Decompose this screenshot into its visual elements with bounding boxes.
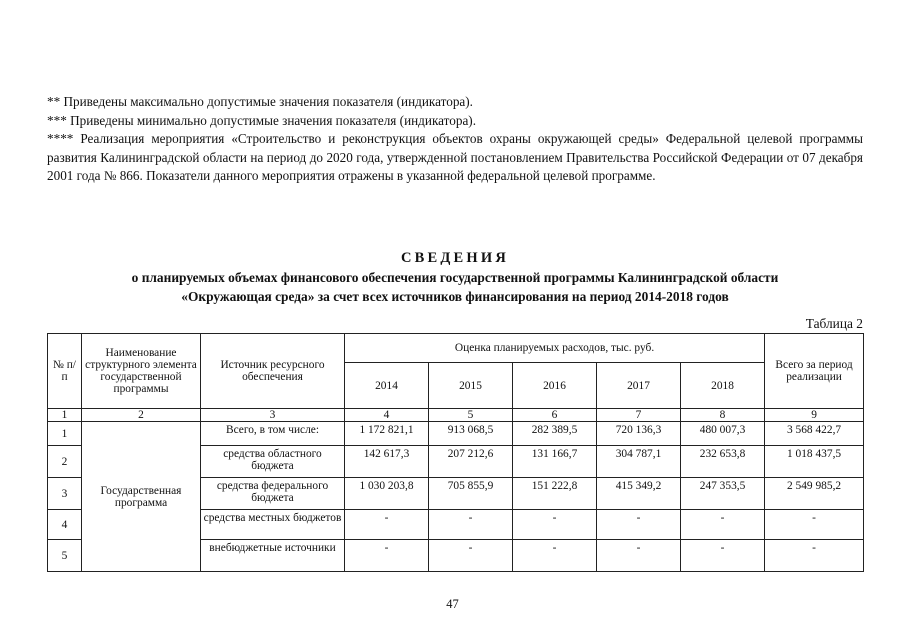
row-source: внебюджетные источники (201, 540, 345, 572)
index-cell: 5 (429, 409, 513, 422)
heading-title: СВЕДЕНИЯ (400, 250, 510, 266)
table-row (48, 422, 864, 446)
footnote-min: *** Приведены минимально допустимые значения показателя (индикатора). (47, 112, 476, 128)
row-value: 131 166,7 (513, 446, 597, 478)
index-cell: 6 (513, 409, 597, 422)
row-value: 304 787,1 (597, 446, 681, 478)
row-value: 142 617,3 (345, 446, 429, 478)
header-estimate: Оценка планируемых расходов, тыс. руб. (345, 334, 765, 363)
heading-line-1: о планируемых объемах финансового обеспечения государственной программы Калининградской области (131, 270, 779, 285)
header-year: 2017 (597, 363, 681, 409)
index-cell: 8 (681, 409, 765, 422)
header-year: 2015 (429, 363, 513, 409)
row-source: средства федерального бюджета (201, 478, 345, 510)
table-header-row (48, 334, 864, 363)
row-source: Всего, в том числе: (201, 422, 345, 446)
row-value: 720 136,3 (597, 422, 681, 446)
funding-table (47, 333, 864, 572)
table-label: Таблица 2 (805, 316, 863, 331)
header-source: Источник ресурсного обеспечения (201, 334, 345, 409)
row-value: 247 353,5 (681, 478, 765, 510)
row-num: 3 (48, 478, 82, 510)
heading-line-2: «Окружающая среда» за счет всех источников финансирования на период 2014-2018 годов (181, 289, 729, 304)
page-number: 47 (446, 597, 459, 611)
row-source: средства местных бюджетов (201, 510, 345, 540)
footnote-program: **** Реализация мероприятия «Строительство и реконструкция объектов охраны окружающей среды» Федеральной целевой программы развития Калининградской области на период до 2020 года, утвержденной постановлением Правительства Российской Федерации от 07 декабря 2001 года № 866. Показатели данного мероприятия отражены в указанной федеральной целевой программе. (47, 131, 863, 183)
row-num: 1 (48, 422, 82, 446)
row-total: 3 568 422,7 (765, 422, 864, 446)
row-value: 415 349,2 (597, 478, 681, 510)
row-total: - (765, 540, 864, 572)
header-year: 2018 (681, 363, 765, 409)
row-value: 913 068,5 (429, 422, 513, 446)
index-cell: 4 (345, 409, 429, 422)
row-value: 207 212,6 (429, 446, 513, 478)
row-num: 2 (48, 446, 82, 478)
header-name: Наименование структурного элемента государственной программы (82, 334, 201, 409)
document-heading (47, 249, 863, 305)
index-cell: 7 (597, 409, 681, 422)
row-value: - (681, 510, 765, 540)
row-value: 480 007,3 (681, 422, 765, 446)
row-value: 705 855,9 (429, 478, 513, 510)
row-value: - (513, 510, 597, 540)
index-cell: 1 (48, 409, 82, 422)
row-value: - (345, 510, 429, 540)
row-value: 1 172 821,1 (345, 422, 429, 446)
row-value: 1 030 203,8 (345, 478, 429, 510)
index-cell: 3 (201, 409, 345, 422)
header-total: Всего за период реализации (765, 334, 864, 409)
row-value: - (429, 510, 513, 540)
row-total: - (765, 510, 864, 540)
row-value: - (513, 540, 597, 572)
row-value: - (597, 510, 681, 540)
index-cell: 9 (765, 409, 864, 422)
row-value: 232 653,8 (681, 446, 765, 478)
row-value: - (597, 540, 681, 572)
row-total: 1 018 437,5 (765, 446, 864, 478)
row-num: 4 (48, 510, 82, 540)
table-index-row (48, 409, 864, 422)
footnote-max: ** Приведены максимально допустимые значения показателя (индикатора). (47, 94, 473, 109)
index-cell: 2 (82, 409, 201, 422)
header-year: 2016 (513, 363, 597, 409)
row-value: - (345, 540, 429, 572)
element-name: Государственная программа (82, 422, 201, 572)
row-value: 151 222,8 (513, 478, 597, 510)
row-total: 2 549 985,2 (765, 478, 864, 510)
header-num: № п/п (48, 334, 82, 409)
footnotes (47, 93, 863, 186)
row-value: - (429, 540, 513, 572)
row-num: 5 (48, 540, 82, 572)
row-value: 282 389,5 (513, 422, 597, 446)
row-source: средства областного бюджета (201, 446, 345, 478)
header-year: 2014 (345, 363, 429, 409)
row-value: - (681, 540, 765, 572)
